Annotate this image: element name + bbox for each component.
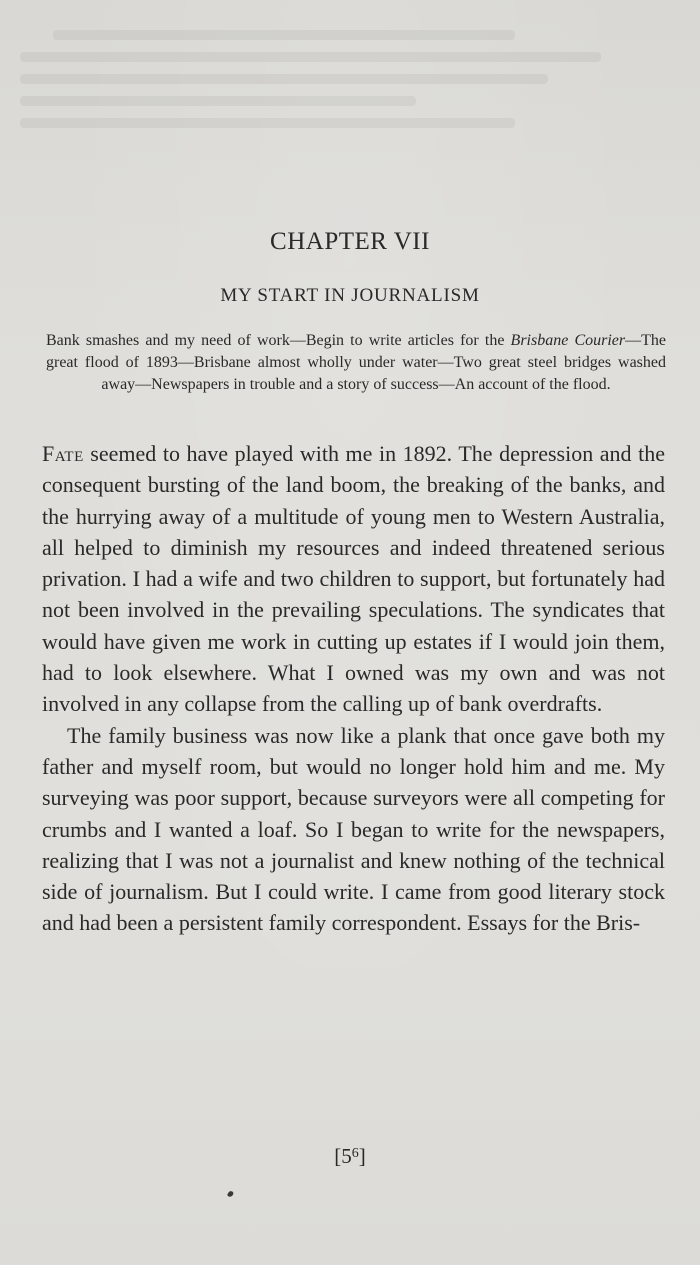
- ink-speck: [227, 1190, 234, 1198]
- paragraph-2: The family business was now like a plank that once gave both my father and myself room, but would no longer hold him and me. My surveying was poor support, because surveyors were all competing for crumbs and I wanted a loaf. So I began to write for the newspapers, realizing that I was not a journalist and knew nothing of the technical side of journalism. But I could write. I came from good literary stock and had been a persistent family correspondent. Essays for the Bris-: [42, 722, 665, 936]
- chapter-number: CHAPTER VII: [270, 228, 430, 255]
- body-text: [42, 438, 665, 939]
- summary-text-part1: Bank smashes and my need of work—Begin to write articles for the: [46, 332, 511, 349]
- paragraph-1-lead-word: Fate: [42, 441, 84, 466]
- chapter-title: MY START IN JOURNALISM: [220, 285, 480, 306]
- summary-text-part2: —The great flood of 1893—Brisbane almost wholly under water—Two great steel bridges washed away—Newspapers in trouble and a story of success—An account of the flood.: [46, 332, 666, 393]
- bleed-through-shadow: [20, 18, 680, 168]
- chapter-summary: [46, 330, 666, 396]
- paragraph-1-text: seemed to have played with me in 1892. The depression and the consequent bursting of the land boom, the breaking of the banks, and the hurrying away of a multitude of young men to Western Australia, all helped to diminish my resources and indeed threatened serious privation. I had a wife and two children to support, but fortunately had not been involved in the prevailing speculations. The syndicates that would have given me work in cutting up estates if I would join them, had to look elsewhere. What I owned was my own and was not involved in any collapse from the calling up of bank overdrafts.: [42, 441, 665, 717]
- page-number: $[5^6]$: [334, 1144, 366, 1168]
- summary-newspaper-title: Brisbane Courier: [510, 332, 626, 349]
- paragraph-1: [42, 438, 665, 720]
